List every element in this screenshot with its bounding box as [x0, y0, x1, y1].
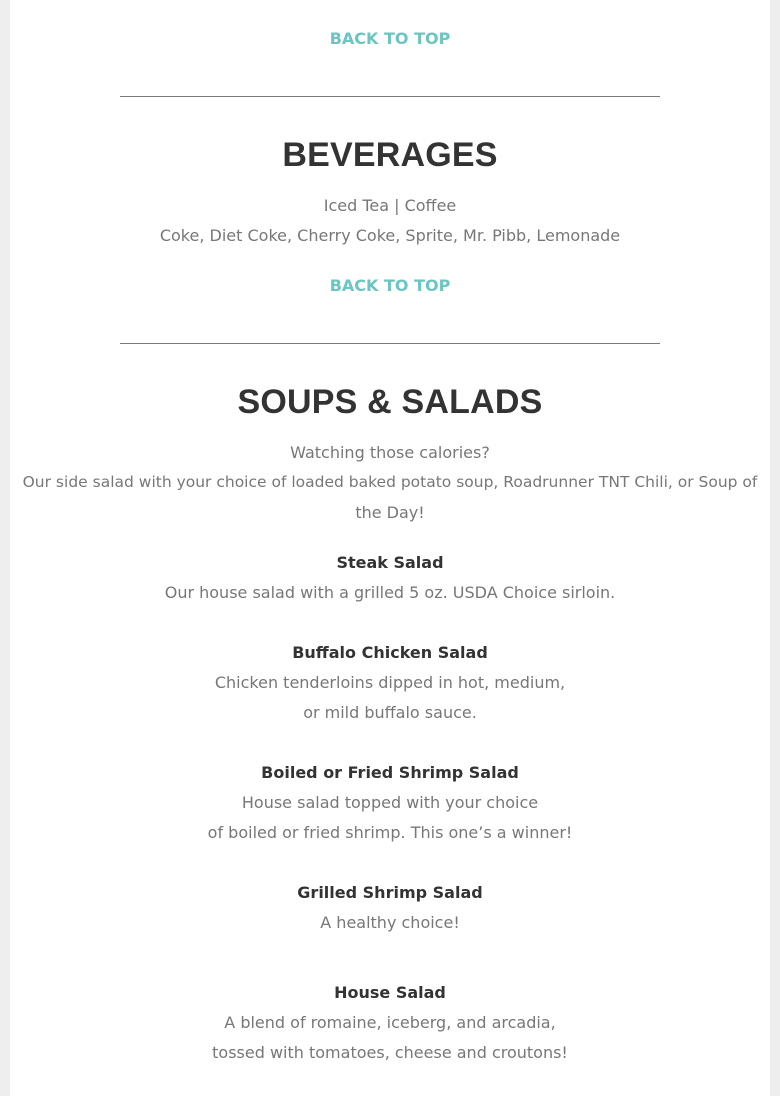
back-to-top-link-1[interactable]: BACK TO TOP — [329, 29, 451, 48]
menu-item-name: Boiled or Fried Shrimp Salad — [261, 763, 519, 782]
section-divider — [120, 343, 660, 344]
menu-item-description: tossed with tomatoes, cheese and croutons! — [212, 1043, 568, 1062]
beverages-line-soda: Coke, Diet Coke, Cherry Coke, Sprite, Mr. Pibb, Lemonade — [159, 226, 621, 245]
section-divider — [120, 96, 660, 97]
menu-item-description: Our house salad with a grilled 5 oz. USDA Choice sirloin. — [164, 583, 616, 602]
beverages-heading: BEVERAGES — [282, 136, 498, 174]
menu-item-name: Grilled Shrimp Salad — [297, 883, 483, 902]
menu-item-description: Chicken tenderloins dipped in hot, medium, — [214, 673, 566, 692]
back-to-top-row — [10, 29, 770, 48]
soups-salads-heading: SOUPS & SALADS — [237, 383, 543, 421]
menu-item-name: House Salad — [334, 983, 446, 1002]
back-to-top-link-2[interactable]: BACK TO TOP — [329, 276, 451, 295]
menu-item-name: Steak Salad — [336, 553, 444, 572]
menu-page — [10, 0, 770, 1096]
menu-item-description: A blend of romaine, iceberg, and arcadia, — [224, 1013, 556, 1032]
soups-salads-intro: Watching those calories? — [290, 443, 490, 462]
menu-item-description: House salad topped with your choice — [241, 793, 539, 812]
menu-item-description: A healthy choice! — [320, 913, 460, 932]
menu-item-description: or mild buffalo sauce. — [303, 703, 477, 722]
side-salad-description: Our side salad with your choice of loaded baked potato soup, Roadrunner TNT Chili, or Soup of — [22, 473, 758, 491]
menu-item-name: Buffalo Chicken Salad — [292, 643, 488, 662]
beverages-line-hot: Iced Tea | Coffee — [323, 196, 457, 215]
menu-item-description: of boiled or fried shrimp. This one’s a winner! — [207, 823, 573, 842]
side-salad-description-cont: the Day! — [355, 503, 425, 522]
back-to-top-row — [10, 276, 770, 295]
